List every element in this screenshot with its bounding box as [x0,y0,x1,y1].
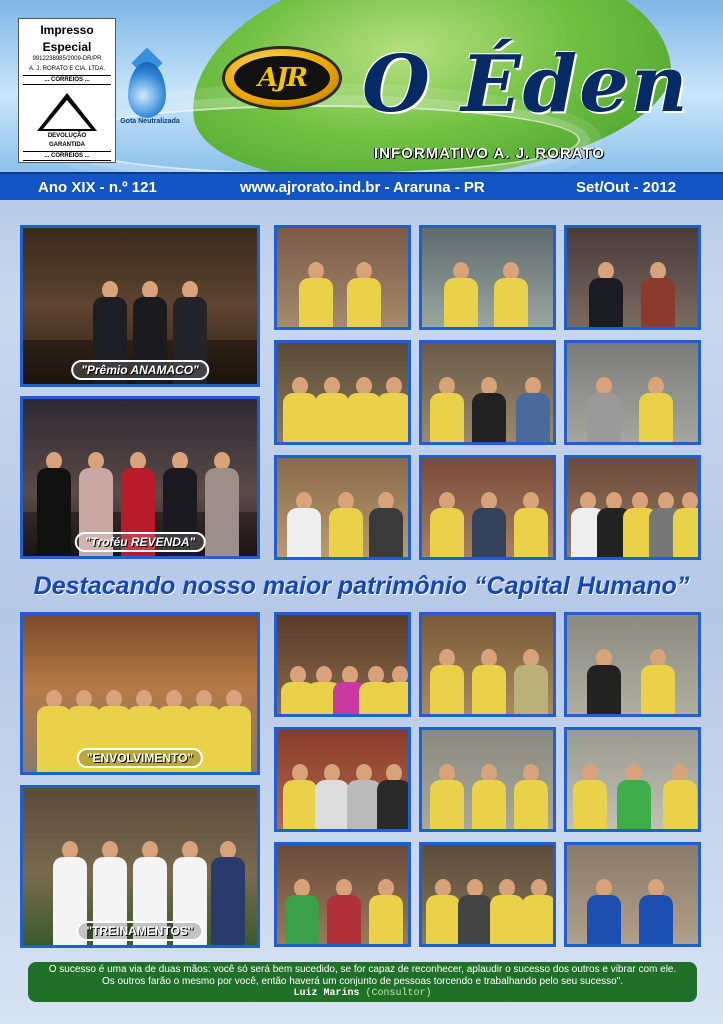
quote-author-line [28,988,697,1000]
company-logo [222,46,342,110]
photo-team-18 [564,842,701,947]
stamp-contract: 9912238985/2009-DR/PR [32,56,102,62]
newsletter-title: O Éden [362,39,690,130]
photo-team-4 [274,340,411,445]
caption-envolvimento: "ENVOLVIMENTO" [77,748,203,768]
photo-treinamentos [20,785,260,948]
photo-team-8 [419,455,556,560]
logo-text: AJR [234,56,330,100]
stamp-return-2: GARANTIDA [49,142,85,148]
photo-premio-anamaco [20,225,260,387]
stamp-line2: Especial [42,40,92,54]
quote-line-1: O sucesso é uma via de duas mãos: você só será bem sucedido, se for capaz de reconhecer, aplaudir o sucesso dos outros e vibrar com ele. [48,964,677,975]
photo-team-11 [419,612,556,717]
quote-author-role: (Consultor) [365,988,432,999]
masthead [0,0,723,172]
issue-date: Set/Out - 2012 [576,179,677,196]
photo-team-17 [419,842,556,947]
newsletter-subtitle: INFORMATIVO A. J. RORATO [374,145,605,162]
quote-author: Luiz Marins [293,988,360,999]
water-drop-label: Gota Neutralizada [120,118,180,125]
photo-team-12 [564,612,701,717]
stamp-company: A. J. RORATO E CIA. LTDA. [28,66,105,72]
photo-team-15 [564,727,701,832]
stamp-carrier: ... CORREIOS ... [23,75,111,85]
photo-team-5 [419,340,556,445]
section-headline: Destacando nosso maior patrimônio “Capital Humano” [33,572,690,600]
photo-team-16 [274,842,411,947]
photo-team-3 [564,225,701,330]
photo-team-7 [274,455,411,560]
caption-treinamentos: "TREINAMENTOS" [76,921,203,941]
stamp-line1: Impresso [40,23,94,37]
photo-team-2 [419,225,556,330]
postal-stamp [18,18,116,163]
photo-team-14 [419,727,556,832]
caption-trofeu: "Troféu REVENDA" [75,532,206,552]
quote-box [28,962,697,1002]
caption-premio: "Prêmio ANAMACO" [71,360,209,380]
quote-line-2: Os outros farão o mesmo por você, então haverá um conjunto de pessoas torcendo e trabalhando pelo seu sucesso". [101,976,624,987]
stamp-return-carrier: ... CORREIOS ... [23,151,111,161]
photo-envolvimento [20,612,260,775]
photo-team-10 [274,612,411,717]
photo-team-9 [564,455,701,560]
photo-team-1 [274,225,411,330]
issue-site: www.ajrorato.ind.br - Araruna - PR [240,179,485,196]
issue-bar [0,172,723,200]
stamp-return-1: DEVOLUÇÃO [47,133,87,139]
water-drop-icon [128,62,166,118]
issue-edition: Ano XIX - n.º 121 [38,179,157,196]
return-triangle-icon [37,93,97,131]
photo-trofeu-revenda [20,396,260,559]
photo-team-13 [274,727,411,832]
photo-team-6 [564,340,701,445]
